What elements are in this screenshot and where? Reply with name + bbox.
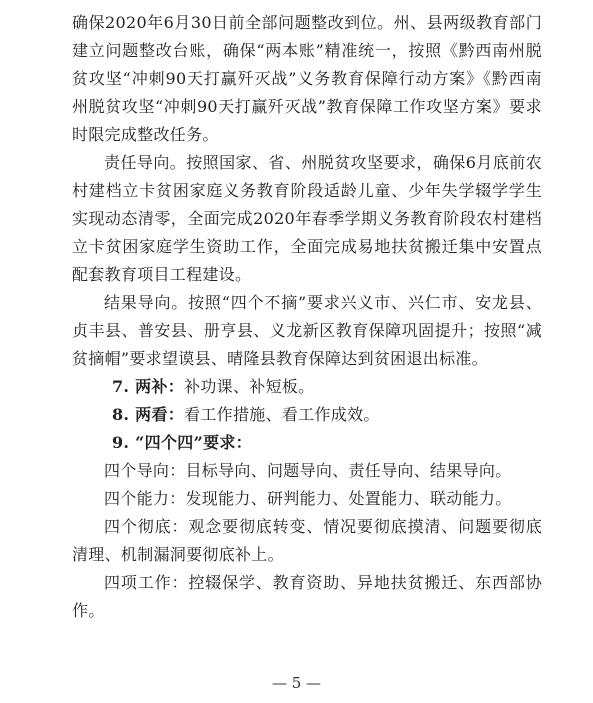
item-two-looks <box>72 401 542 429</box>
item-heading: 8. 两看： <box>112 405 185 424</box>
detail-four-orientations: 四个导向：目标导向、问题导向、责任导向、结果导向。 <box>104 461 512 480</box>
detail-four-thoroughness: 四个彻底：观念要彻底转变、情况要彻底摸清、问题要彻底清理、机制漏洞要彻底补上。 <box>72 517 542 564</box>
item-heading: 7. 两补： <box>112 377 185 396</box>
item-two-supplements <box>72 373 542 401</box>
item-text: 看工作措施、看工作成效。 <box>184 405 380 424</box>
body-text <box>72 9 542 625</box>
paragraph-result: 结果导向。按照“四个不摘”要求兴义市、兴仁市、安龙县、贞丰县、普安县、册亨县、义龙新区教育保障巩固提升；按照“减贫摘帽”要求望谟县、晴隆县教育保障达到贫困退出标准。 <box>72 293 542 368</box>
paragraph-responsibility: 责任导向。按照国家、省、州脱贫攻坚要求，确保6月底前农村建档立卡贫困家庭义务教育阶段适龄儿童、少年失学辍学学生实现动态清零，全面完成2020年春季学期义务教育阶段农村建档立卡贫困家庭学生资助工作，全面完成易地扶贫搬迁集中安置点配套教育项目工程建设。 <box>72 153 542 284</box>
detail-four-abilities: 四个能力：发现能力、研判能力、处置能力、联动能力。 <box>104 489 512 508</box>
page-number: — 5 — <box>271 674 322 692</box>
item-text: 补功课、补短板。 <box>184 377 315 396</box>
item-heading: 9. “四个四”要求： <box>112 433 252 452</box>
detail-four-tasks: 四项工作：控辍保学、教育资助、异地扶贫搬迁、东西部协作。 <box>72 573 542 620</box>
item-four-fours <box>72 429 542 457</box>
paragraph-rectification: 确保2020年6月30日前全部问题整改到位。州、县两级教育部门建立问题整改台账，确保“两本账”精准统一，按照《黔西南州脱贫攻坚“冲刺90天打赢歼灭战”义务教育保障行动方案》《黔西南州脱贫攻坚“冲刺90天打赢歼灭战”教育保障工作攻坚方案》要求时限完成整改任务。 <box>72 13 542 144</box>
